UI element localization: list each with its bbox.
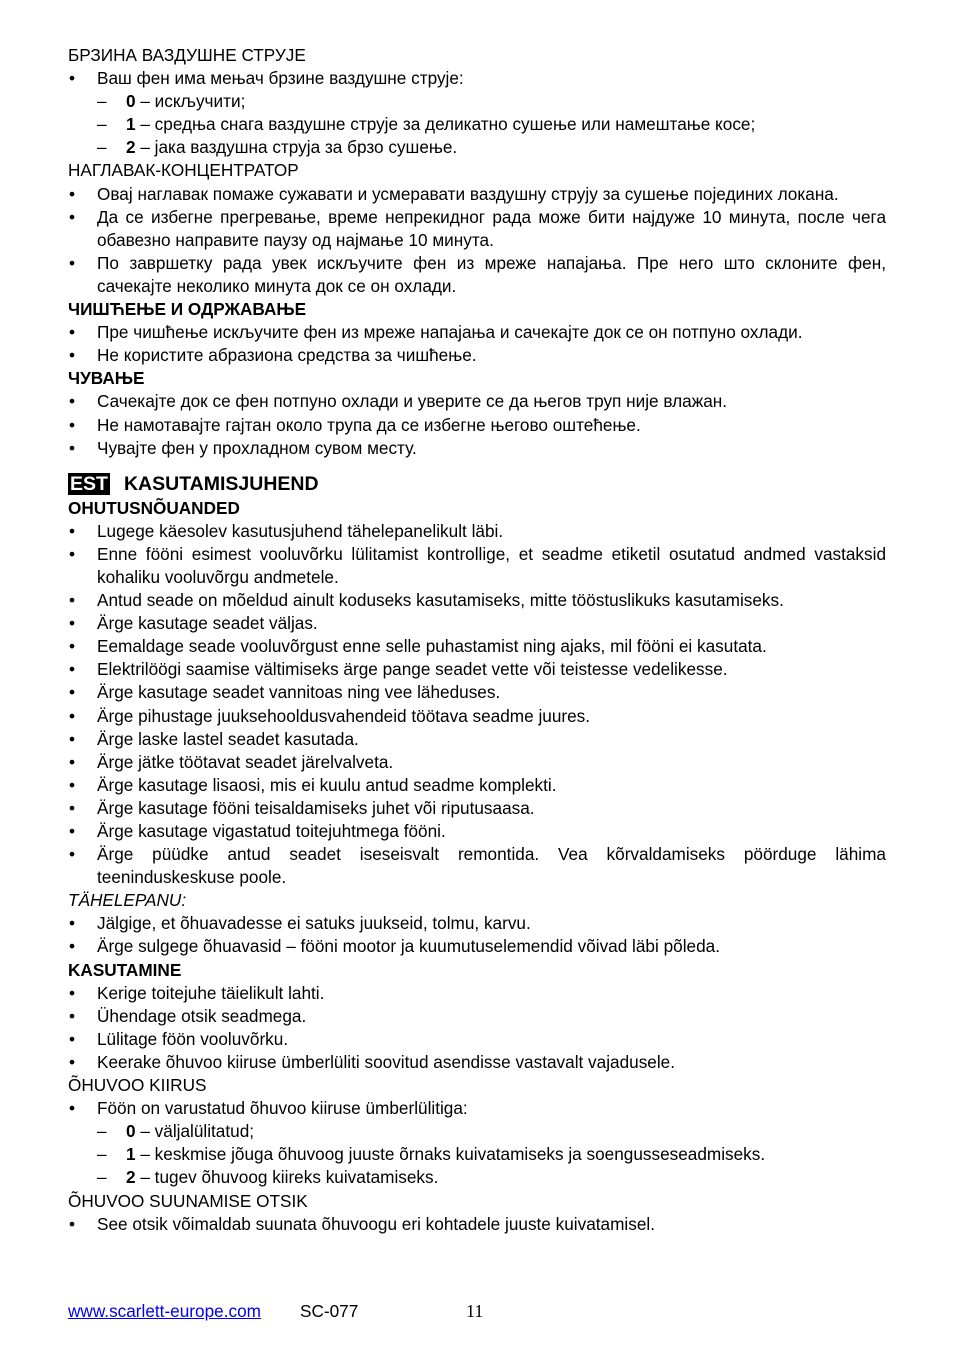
bullet-list bbox=[68, 390, 886, 459]
list-item: • Пре чишћење искључите фен из мреже напајања и сачекајте док се он потпуно охлади. bbox=[68, 321, 886, 344]
option-number: 2 bbox=[126, 1167, 136, 1188]
option-number: 0 bbox=[126, 91, 136, 112]
list-item: • Ärge jätke töötavat seadet järelvalveta. bbox=[68, 751, 886, 774]
list-item: • Чувајте фен у прохладном сувом месту. bbox=[68, 437, 886, 460]
section-heading-usage: KASUTAMINE bbox=[68, 959, 182, 980]
list-item: • Ваш фен има мењач брзине ваздушне струје: bbox=[68, 67, 886, 90]
section-heading-nozzle: ÕHUVOO SUUNAMISE OTSIK bbox=[68, 1190, 308, 1211]
speed-options-list-et bbox=[68, 1120, 886, 1189]
list-item: • Enne fööni esimest vooluvõrku lülitamist kontrollige, et seadme etiketil osutatud andmed vastaksid kohaliku vooluvõrgu andmetele. bbox=[68, 543, 886, 589]
section-heading-concentrator-sr: НАГЛАВАК-КОНЦЕНТРАТОР bbox=[68, 160, 299, 181]
list-item: • Сачекајте док се фен потпуно охлади и уверите се да његов труп није влажан. bbox=[68, 390, 886, 413]
option-text: – väljalülitatud; bbox=[135, 1121, 255, 1142]
list-item: • Не користите абразиона средства за чишћење. bbox=[68, 344, 886, 367]
list-item: • Eemaldage seade vooluvõrgust enne selle puhastamist ning ajaks, mil fööni ei kasutata. bbox=[68, 635, 886, 658]
list-item bbox=[97, 1120, 886, 1143]
list-item: • Jälgige, et õhuavadesse ei satuks juukseid, tolmu, karvu. bbox=[68, 912, 886, 935]
list-item bbox=[97, 113, 886, 136]
bullet-list bbox=[68, 183, 886, 298]
list-item: • Не намотавајте гајтан около трупа да се избегне његово оштећење. bbox=[68, 414, 886, 437]
list-item bbox=[97, 90, 886, 113]
model-number: SC-077 bbox=[300, 1301, 359, 1321]
list-item: • Да се избегне прегревање, време непрекидног рада може бити најдуже 10 минута, после чега обавезно направите паузу од најмање 10 минута. bbox=[68, 206, 886, 252]
option-text: – јака ваздушна струја за брзо сушење. bbox=[135, 137, 458, 158]
list-item bbox=[97, 136, 886, 159]
list-item: • Föön on varustatud õhuvoo kiiruse ümberlülitiga: bbox=[68, 1097, 886, 1120]
list-item bbox=[97, 1143, 886, 1166]
list-item: • Elektrilöögi saamise vältimiseks ärge pange seadet vette või teistesse vedelikesse. bbox=[68, 658, 886, 681]
option-text: – искључити; bbox=[135, 91, 246, 112]
list-item: • Keerake õhuvoo kiiruse ümberlüliti soovitud asendisse vastavalt vajadusele. bbox=[68, 1051, 886, 1074]
bullet-list bbox=[68, 912, 886, 958]
language-section-title bbox=[68, 471, 886, 497]
option-number: 2 bbox=[126, 137, 136, 158]
list-item: • Ühendage otsik seadmega. bbox=[68, 1005, 886, 1028]
list-item: • Kerige toitejuhe täielikult lahti. bbox=[68, 982, 886, 1005]
list-item: • See otsik võimaldab suunata õhuvoogu eri kohtadele juuste kuivatamisel. bbox=[68, 1213, 886, 1236]
speed-options-list-sr bbox=[68, 90, 886, 159]
bullet-list bbox=[68, 67, 886, 90]
list-item: • Lülitage föön vooluvõrku. bbox=[68, 1028, 886, 1051]
bullet-list bbox=[68, 520, 886, 890]
option-number: 1 bbox=[126, 1144, 136, 1165]
section-heading-air-speed-sr: БРЗИНА ВАЗДУШНЕ СТРУЈЕ bbox=[68, 45, 306, 65]
list-item: • Antud seade on mõeldud ainult koduseks kasutamiseks, mitte tööstuslikuks kasutamiseks. bbox=[68, 589, 886, 612]
page-footer bbox=[68, 1300, 886, 1322]
list-item: • Ärge kasutage fööni teisaldamiseks juhet või riputusaasa. bbox=[68, 797, 886, 820]
page-number: 11 bbox=[466, 1301, 484, 1321]
website-link[interactable]: www.scarlett-europe.com bbox=[68, 1301, 261, 1321]
option-number: 1 bbox=[126, 114, 136, 135]
section-heading-cleaning-sr: ЧИШЋЕЊЕ И ОДРЖАВАЊЕ bbox=[68, 299, 307, 320]
list-item: • По завршетку рада увек искључите фен из мреже напајања. Пре него што склоните фен, сачекајте неколико минута док се он охлади. bbox=[68, 252, 886, 298]
list-item: • Ärge kasutage seadet vannitoas ning vee läheduses. bbox=[68, 681, 886, 704]
list-item: • Ärge kasutage seadet väljas. bbox=[68, 612, 886, 635]
manual-page bbox=[68, 44, 886, 1236]
list-item: • Ärge kasutage lisaosi, mis ei kuulu antud seadme komplekti. bbox=[68, 774, 886, 797]
list-item: • Lugege käesolev kasutusjuhend tähelepanelikult läbi. bbox=[68, 520, 886, 543]
list-item: • Овај наглавак помаже сужавати и усмеравати ваздушну струју за сушење појединих локана. bbox=[68, 183, 886, 206]
option-text: – tugev õhuvoog kiireks kuivatamiseks. bbox=[135, 1167, 439, 1188]
section-heading-storage-sr: ЧУВАЊЕ bbox=[68, 368, 145, 389]
language-badge: EST bbox=[70, 472, 108, 495]
list-item: • Ärge pihustage juuksehooldusvahendeid töötava seadme juures. bbox=[68, 705, 886, 728]
bullet-list bbox=[68, 982, 886, 1074]
option-text: – средња снага ваздушне струје за деликатно сушење или намештање косе; bbox=[135, 114, 756, 135]
option-text: – keskmise jõuga õhuvoog juuste õrnaks kuivatamiseks ja soengusseseadmiseks. bbox=[135, 1144, 766, 1165]
list-item bbox=[97, 1166, 886, 1189]
manual-title: KASUTAMISJUHEND bbox=[123, 472, 319, 495]
list-item: • Ärge laske lastel seadet kasutada. bbox=[68, 728, 886, 751]
list-item: • Ärge püüdke antud seadet iseseisvalt remontida. Vea kõrvaldamiseks pöörduge lähima teeninduskeskuse poole. bbox=[68, 843, 886, 889]
bullet-list bbox=[68, 1097, 886, 1120]
section-heading-safety: OHUTUSNÕUANDED bbox=[68, 497, 240, 518]
option-number: 0 bbox=[126, 1121, 136, 1142]
list-item: • Ärge sulgege õhuavasid – fööni mootor ja kuumutuselemendid võivad läbi põleda. bbox=[68, 935, 886, 958]
attention-heading: TÄHELEPANU: bbox=[68, 890, 187, 911]
section-heading-air-speed-et: ÕHUVOO KIIRUS bbox=[68, 1075, 207, 1096]
bullet-list bbox=[68, 321, 886, 367]
bullet-list bbox=[68, 1213, 886, 1236]
list-item: • Ärge kasutage vigastatud toitejuhtmega fööni. bbox=[68, 820, 886, 843]
